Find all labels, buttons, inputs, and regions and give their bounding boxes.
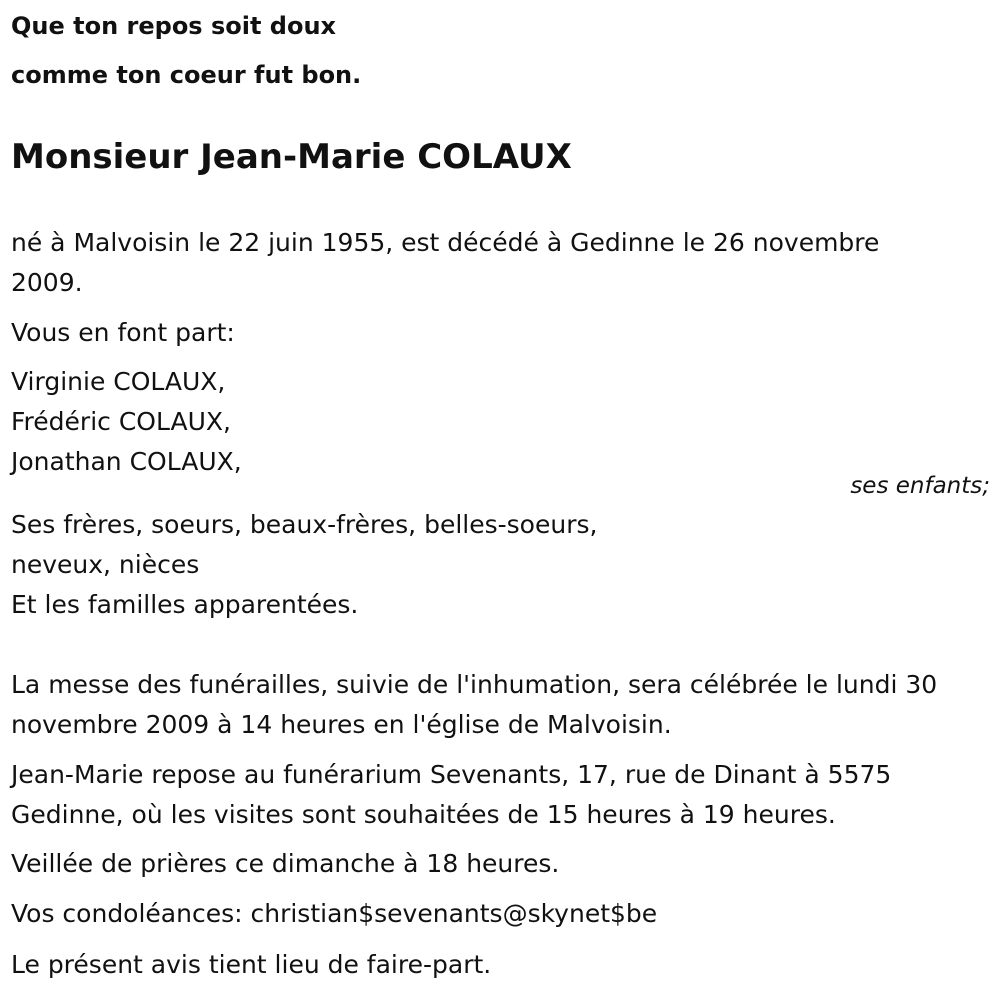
birth-death-line-1: né à Malvoisin le 22 juin 1955, est décédé à Gedinne le 26 novembre bbox=[11, 228, 880, 257]
epitaph-line-1: Que ton repos soit doux bbox=[11, 12, 337, 40]
child-name: Virginie COLAUX, bbox=[11, 367, 226, 396]
condolences-contact: Vos condoléances: christian$sevenants@skynet$be bbox=[11, 899, 658, 928]
deceased-name: Monsieur Jean-Marie COLAUX bbox=[11, 137, 572, 177]
vigil-info: Veillée de prières ce dimanche à 18 heures. bbox=[11, 849, 560, 878]
child-name: Frédéric COLAUX, bbox=[11, 407, 231, 436]
child-name: Jonathan COLAUX, bbox=[11, 447, 242, 476]
relatives-line: neveux, nièces bbox=[11, 550, 200, 579]
funeral-mass-line-1: La messe des funérailles, suivie de l'inhumation, sera célébrée le lundi 30 bbox=[11, 670, 938, 699]
funeral-mass-line-2: novembre 2009 à 14 heures en l'église de Malvoisin. bbox=[11, 710, 672, 739]
repose-line-2: Gedinne, où les visites sont souhaitées de 15 heures à 19 heures. bbox=[11, 800, 836, 829]
closing-note: Le présent avis tient lieu de faire-part. bbox=[11, 950, 492, 979]
epitaph-line-2: comme ton coeur fut bon. bbox=[11, 61, 362, 89]
repose-line-1: Jean-Marie repose au funérarium Sevenants, 17, rue de Dinant à 5575 bbox=[11, 760, 892, 789]
birth-death-line-2: 2009. bbox=[11, 268, 83, 297]
relatives-line: Et les familles apparentées. bbox=[11, 590, 359, 619]
announcement-intro: Vous en font part: bbox=[11, 318, 235, 347]
relatives-line: Ses frères, soeurs, beaux-frères, belles-soeurs, bbox=[11, 510, 598, 539]
children-relation: ses enfants; bbox=[850, 473, 990, 499]
